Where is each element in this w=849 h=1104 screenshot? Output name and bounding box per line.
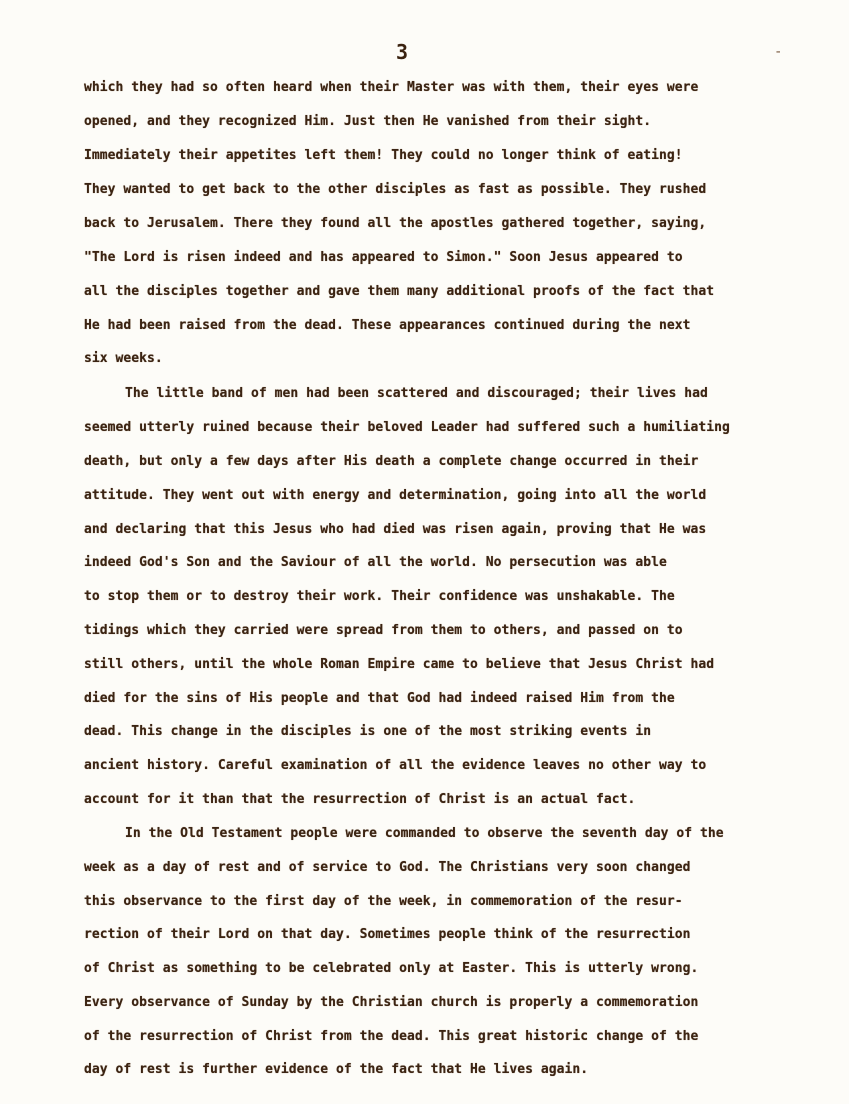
text-line: rection of their Lord on that day. Sometimes people think of the resurrection: [84, 927, 691, 942]
text-line: all the disciples together and gave them many additional proofs of the fact that: [84, 284, 715, 299]
text-line: tidings which they carried were spread from them to others, and passed on to: [84, 623, 683, 638]
text-line: back to Jerusalem. There they found all the apostles gathered together, saying,: [84, 216, 707, 231]
text-line: this observance to the first day of the week, in commemoration of the resur-: [84, 894, 683, 909]
text-line: Every observance of Sunday by the Christian church is properly a commemoration: [84, 995, 699, 1010]
text-line: indeed God's Son and the Saviour of all the world. No persecution was able: [84, 555, 667, 570]
text-line: of Christ as something to be celebrated only at Easter. This is utterly wrong.: [84, 961, 699, 976]
stray-mark: -: [774, 44, 783, 60]
text-line: to stop them or to destroy their work. Their confidence was unshakable. The: [84, 589, 675, 604]
text-line: seemed utterly ruined because their beloved Leader had suffered such a humiliating: [84, 420, 730, 435]
text-line: opened, and they recognized Him. Just then He vanished from their sight.: [84, 114, 652, 129]
text-line: week as a day of rest and of service to God. The Christians very soon changed: [84, 860, 691, 875]
text-line: He had been raised from the dead. These appearances continued during the next: [84, 318, 691, 333]
text-line: of the resurrection of Christ from the dead. This great historic change of the: [84, 1029, 699, 1044]
text-line: Immediately their appetites left them! They could no longer think of eating!: [84, 148, 683, 163]
page-number: 3: [396, 40, 409, 64]
text-line: They wanted to get back to the other disciples as fast as possible. They rushed: [84, 182, 707, 197]
text-line: account for it than that the resurrection of Christ is an actual fact.: [84, 792, 636, 807]
text-line: dead. This change in the disciples is one of the most striking events in: [84, 724, 652, 739]
text-line: still others, until the whole Roman Empire came to believe that Jesus Christ had: [84, 657, 715, 672]
text-line: In the Old Testament people were commanded to observe the seventh day of the: [125, 826, 724, 841]
text-line: The little band of men had been scattered and discouraged; their lives had: [125, 386, 708, 401]
text-line: which they had so often heard when their Master was with them, their eyes were: [84, 80, 699, 95]
text-line: six weeks.: [84, 351, 163, 366]
text-line: "The Lord is risen indeed and has appeared to Simon." Soon Jesus appeared to: [84, 250, 683, 265]
text-line: and declaring that this Jesus who had died was risen again, proving that He was: [84, 522, 707, 537]
text-line: died for the sins of His people and that God had indeed raised Him from the: [84, 691, 675, 706]
text-line: attitude. They went out with energy and determination, going into all the world: [84, 488, 707, 503]
text-line: ancient history. Careful examination of all the evidence leaves no other way to: [84, 758, 707, 773]
text-line: death, but only a few days after His death a complete change occurred in their: [84, 454, 699, 469]
text-line: day of rest is further evidence of the fact that He lives again.: [84, 1062, 589, 1077]
